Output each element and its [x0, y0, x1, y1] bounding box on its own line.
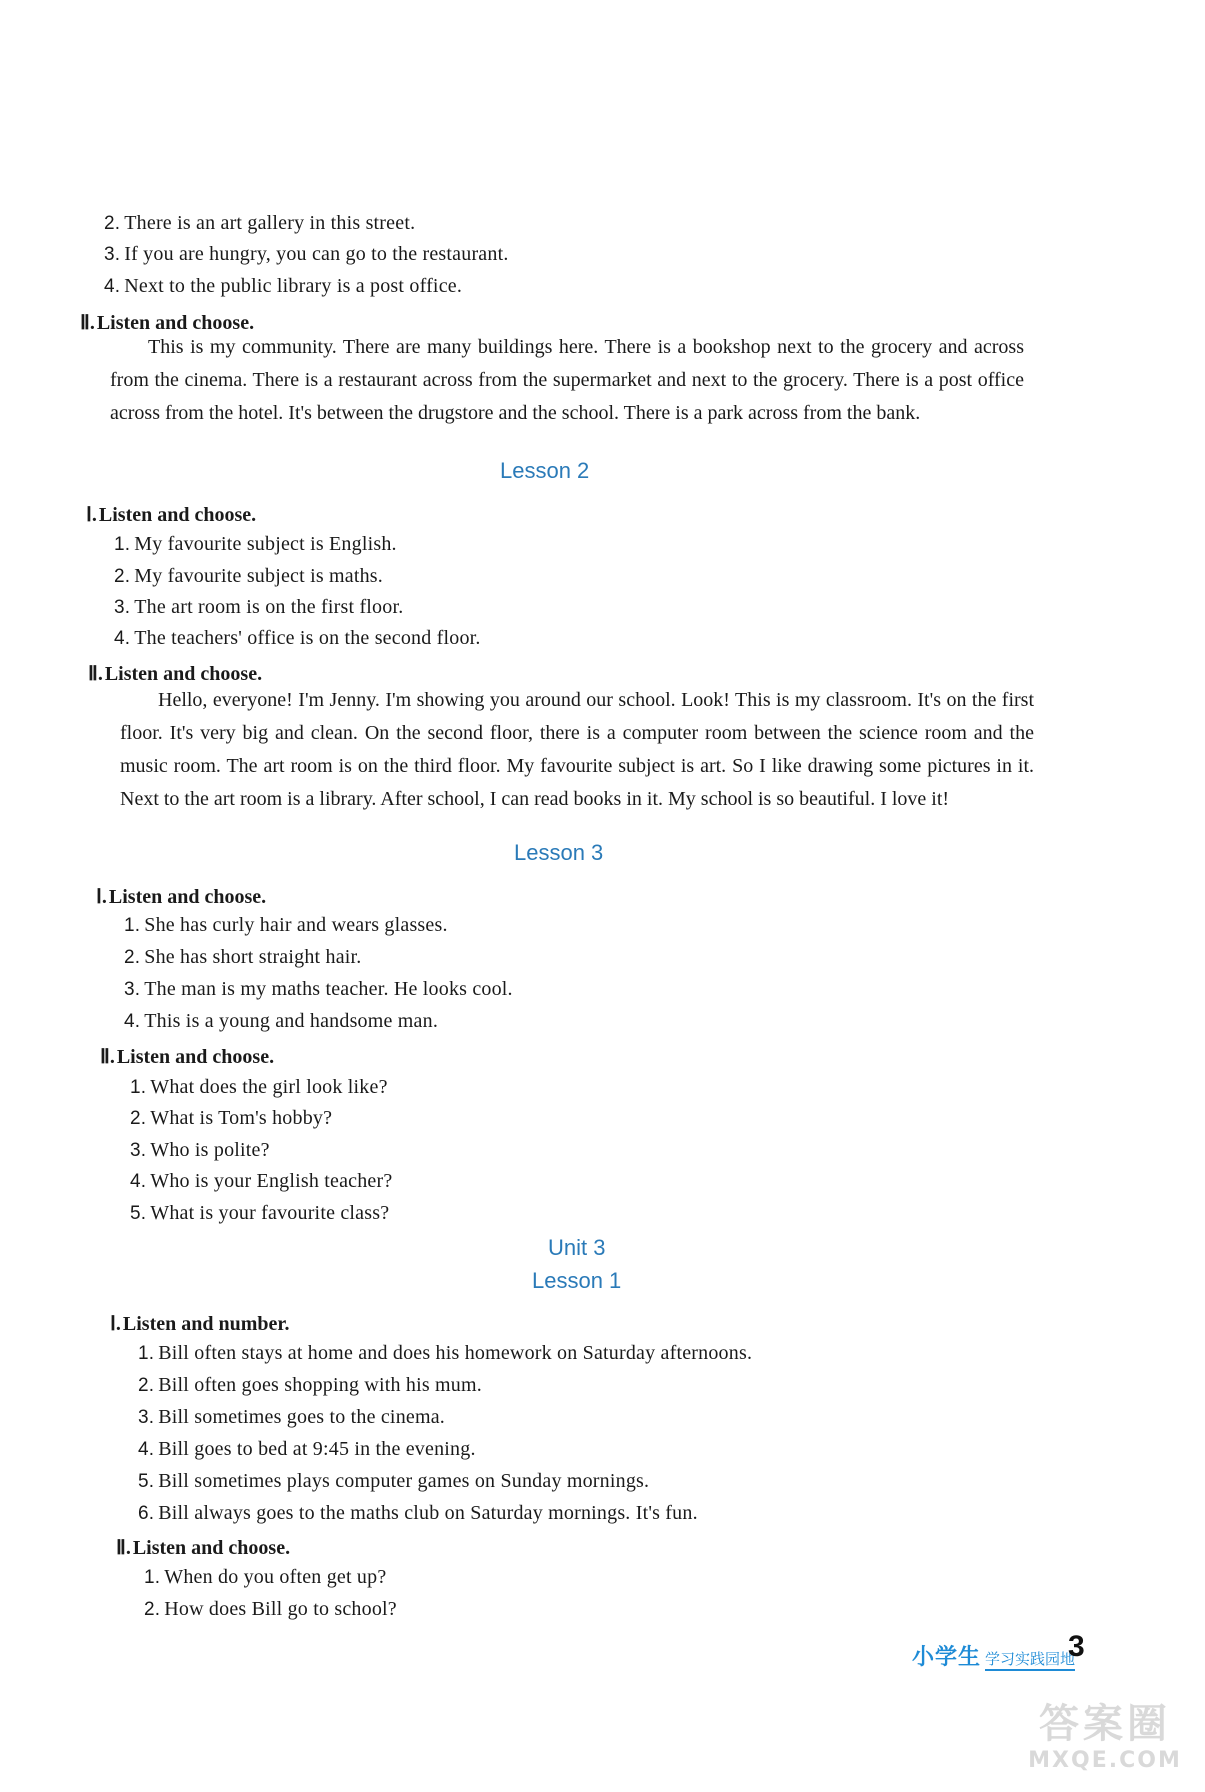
- list-item: 2. Bill often goes shopping with his mum.: [138, 1374, 482, 1396]
- section-heading: Ⅱ. Listen and choose.: [116, 1537, 291, 1559]
- footer-brand-logo: 小学生 学习实践园地: [912, 1645, 1076, 1670]
- list-item: 1. When do you often get up?: [144, 1566, 387, 1588]
- list-item: 2. There is an art gallery in this street.: [104, 212, 416, 234]
- list-item: 4. Next to the public library is a post office.: [104, 275, 463, 297]
- list-item: 1. What does the girl look like?: [130, 1076, 388, 1098]
- section-heading: Ⅰ. Listen and choose.: [96, 886, 267, 908]
- lesson-title: Lesson 3: [514, 840, 604, 865]
- list-item: 4. The teachers' office is on the second floor.: [114, 627, 481, 649]
- list-item: 2. My favourite subject is maths.: [114, 565, 383, 587]
- section-heading: Ⅱ. Listen and choose.: [100, 1046, 275, 1068]
- list-item: 1. Bill often stays at home and does his homework on Saturday afternoons.: [138, 1342, 753, 1364]
- list-item: 2. What is Tom's hobby?: [130, 1107, 333, 1129]
- list-item: 5. Bill sometimes plays computer games on Sunday mornings.: [138, 1470, 650, 1492]
- section-heading: Ⅰ. Listen and choose.: [86, 504, 257, 526]
- section-heading: Ⅱ. Listen and choose.: [80, 312, 255, 334]
- list-item: 2. How does Bill go to school?: [144, 1598, 397, 1620]
- list-item: 3. The man is my maths teacher. He looks cool.: [124, 978, 513, 1000]
- passage-school: Hello, everyone! I'm Jenny. I'm showing you around our school. Look! This is my classroom. It's on the first floor. It's very big and clean. On the second floor, there is a computer room between the science room and the music room. The art room is on the third floor. My favourite subject is art. So I like drawing some pictures in it. Next to the art room is a library. After school, I can read books in it. My school is so beautiful. I love it!: [120, 689, 1034, 810]
- list-item: 4. Who is your English teacher?: [130, 1170, 393, 1192]
- list-item: 2. She has short straight hair.: [124, 946, 362, 968]
- list-item: 1. My favourite subject is English.: [114, 533, 397, 555]
- lesson-title: Lesson 1: [532, 1268, 622, 1293]
- list-item: 4. This is a young and handsome man.: [124, 1010, 439, 1032]
- list-item: 4. Bill goes to bed at 9:45 in the evening.: [138, 1438, 476, 1460]
- section-heading: Ⅱ. Listen and choose.: [88, 663, 263, 685]
- section-heading: Ⅰ. Listen and number.: [110, 1313, 290, 1335]
- unit-title: Unit 3: [548, 1235, 606, 1260]
- list-item: 6. Bill always goes to the maths club on Saturday mornings. It's fun.: [138, 1502, 698, 1524]
- watermark-logo: 答案圈 MXQE.COM: [1028, 1701, 1182, 1773]
- list-item: 3. The art room is on the first floor.: [114, 596, 404, 618]
- list-item: 3. Bill sometimes goes to the cinema.: [138, 1406, 446, 1428]
- lesson-title: Lesson 2: [500, 458, 590, 483]
- passage-community: This is my community. There are many buildings here. There is a bookshop next to the grocery and across from the cinema. There is a restaurant across from the supermarket and next to the grocery. There is a post office across from the hotel. It's between the drugstore and the school. There is a park across from the bank.: [110, 336, 1024, 424]
- list-item: 1. She has curly hair and wears glasses.: [124, 914, 448, 936]
- list-item: 3. If you are hungry, you can go to the restaurant.: [104, 243, 509, 265]
- list-item: 3. Who is polite?: [130, 1139, 270, 1161]
- list-item: 5. What is your favourite class?: [130, 1202, 390, 1224]
- page-number: 3: [1068, 1630, 1085, 1663]
